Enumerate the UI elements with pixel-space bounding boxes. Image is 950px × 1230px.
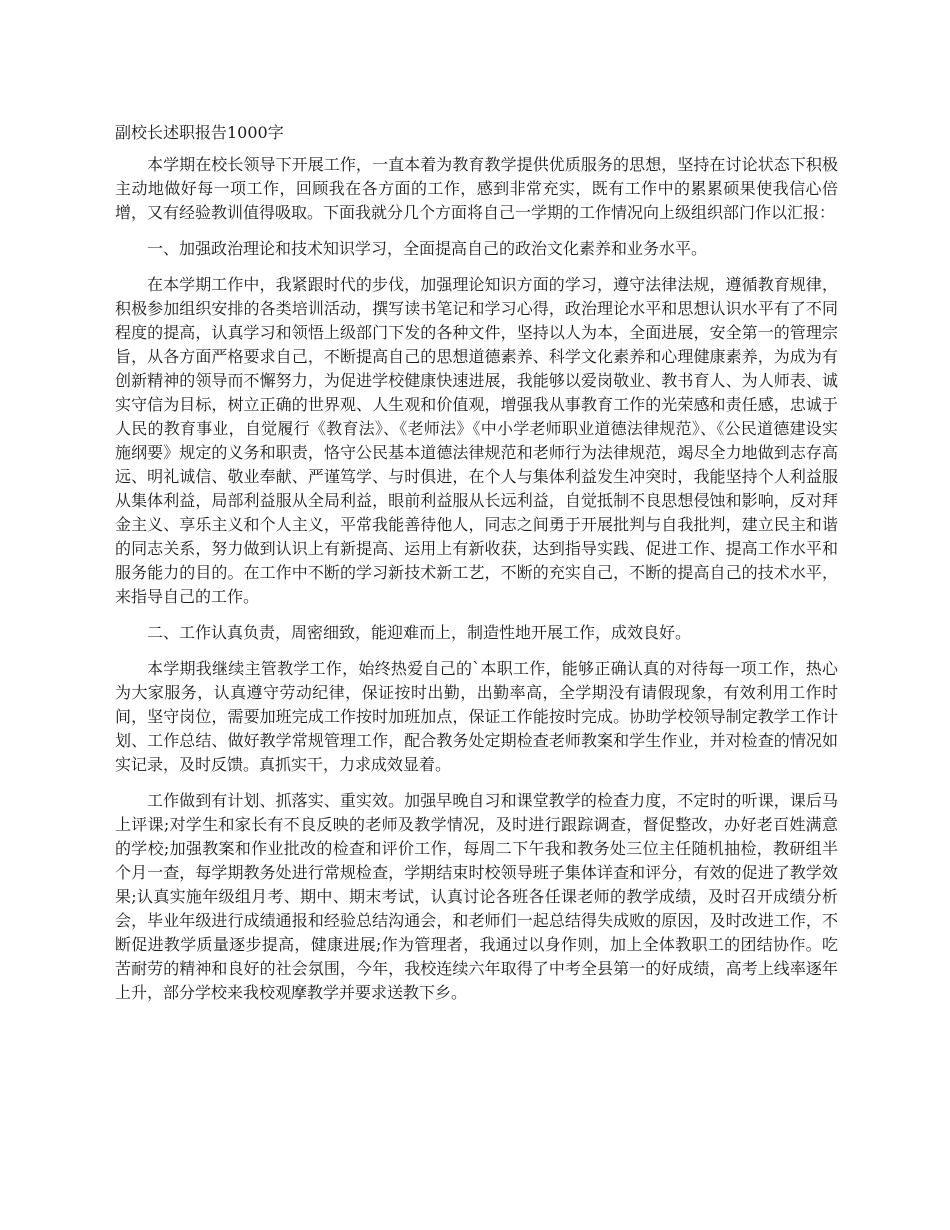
document-page	[115, 121, 838, 1017]
section-heading-1: 一、加强政治理论和技术知识学习，全面提高自己的政治文化素养和业务水平。	[147, 239, 708, 258]
section-heading-2: 二、工作认真负责，周密细致，能迎难而上，制造性地开展工作，成效良好。	[147, 623, 692, 642]
paragraph-intro: 本学期在校长领导下开展工作，一直本着为教育教学提供优质服务的思想，坚持在讨论状态下积极主动地做好每一项工作，回顾我在各方面的工作，感到非常充实，既有工作中的累累硕果使我信心倍增，又有经验教训值得吸取。下面我就分几个方面将自己一学期的工作情况向上级组织部门作以汇报：	[115, 155, 838, 222]
document-title: 副校长述职报告1000字	[115, 123, 284, 142]
paragraph-section-2b: 工作做到有计划、抓落实、重实效。加强早晚自习和课堂教学的检查力度，不定时的听课，课后马上评课;对学生和家长有不良反映的老师及教学情况，及时进行跟踪调查，督促整改，办好老百姓满意的学校;加强教案和作业批改的检查和评价工作，每周二下午我和教务处三位主任随机抽检，教研组半个月一查，每学期教务处进行常规检查，学期结束时校领导班子集体详查和评分，有效的促进了教学效果;认真实施年级组月考、期中、期末考试，认真讨论各班各任课老师的教学成绩，及时召开成绩分析会，毕业年级进行成绩通报和经验总结沟通会，和老师们一起总结得失成败的原因，及时改进工作，不断促进教学质量逐步提高，健康进展;作为管理者，我通过以身作则，加上全体教职工的团结协作。吃苦耐劳的精神和良好的社会氛围，今年，我校连续六年取得了中考全县第一的好成绩，高考上线率逐年上升，部分学校来我校观摩教学并要求送教下乡。	[115, 791, 838, 1002]
paragraph-section-2a: 本学期我继续主管教学工作，始终热爱自己的`本职工作，能够正确认真的对待每一项工作，热心为大家服务，认真遵守劳动纪律，保证按时出勤，出勤率高，全学期没有请假现象，有效利用工作时间，坚守岗位，需要加班完成工作按时加班加点，保证工作能按时完成。协助学校领导制定教学工作计划、工作总结、做好教学常规管理工作，配合教务处定期检查老师教案和学生作业，并对检查的情况如实记录，及时反馈。真抓实干，力求成效显着。	[115, 659, 838, 774]
paragraph-section-1: 在本学期工作中，我紧跟时代的步伐，加强理论知识方面的学习，遵守法律法规，遵循教育规律，积极参加组织安排的各类培训活动，撰写读书笔记和学习心得，政治理论水平和思想认识水平有了不同程度的提高，认真学习和领悟上级部门下发的各种文件，坚持以人为本，全面进展，安全第一的管理宗旨，从各方面严格要求自己，不断提高自己的思想道德素养、科学文化素养和心理健康素养，为成为有创新精神的领导而不懈努力，为促进学校健康快速进展，我能够以爱岗敬业、教书育人、为人师表、诚实守信为目标，树立正确的世界观、人生观和价值观，增强我从事教育工作的光荣感和责任感，忠诚于人民的教育事业，自觉履行《教育法》、《老师法》《中小学老师职业道德法律规范》、《公民道德建设实施纲要》规定的义务和职责，恪守公民基本道德法律规范和老师行为法律规范，竭尽全力地做到志存高远、明礼诚信、敬业奉献、严谨笃学、与时俱进，在个人与集体利益发生冲突时，我能坚持个人利益服从集体利益，局部利益服从全局利益，眼前利益服从长远利益，自觉抵制不良思想侵蚀和影响，反对拜金主义、享乐主义和个人主义，平常我能善待他人，同志之间勇于开展批判与自我批判，建立民主和谐的同志关系，努力做到认识上有新提高、运用上有新收获，达到指导实践、促进工作、提高工作水平和服务能力的目的。在工作中不断的学习新技术新工艺，不断的充实自己，不断的提高自己的技术水平，来指导自己的工作。	[115, 275, 838, 606]
